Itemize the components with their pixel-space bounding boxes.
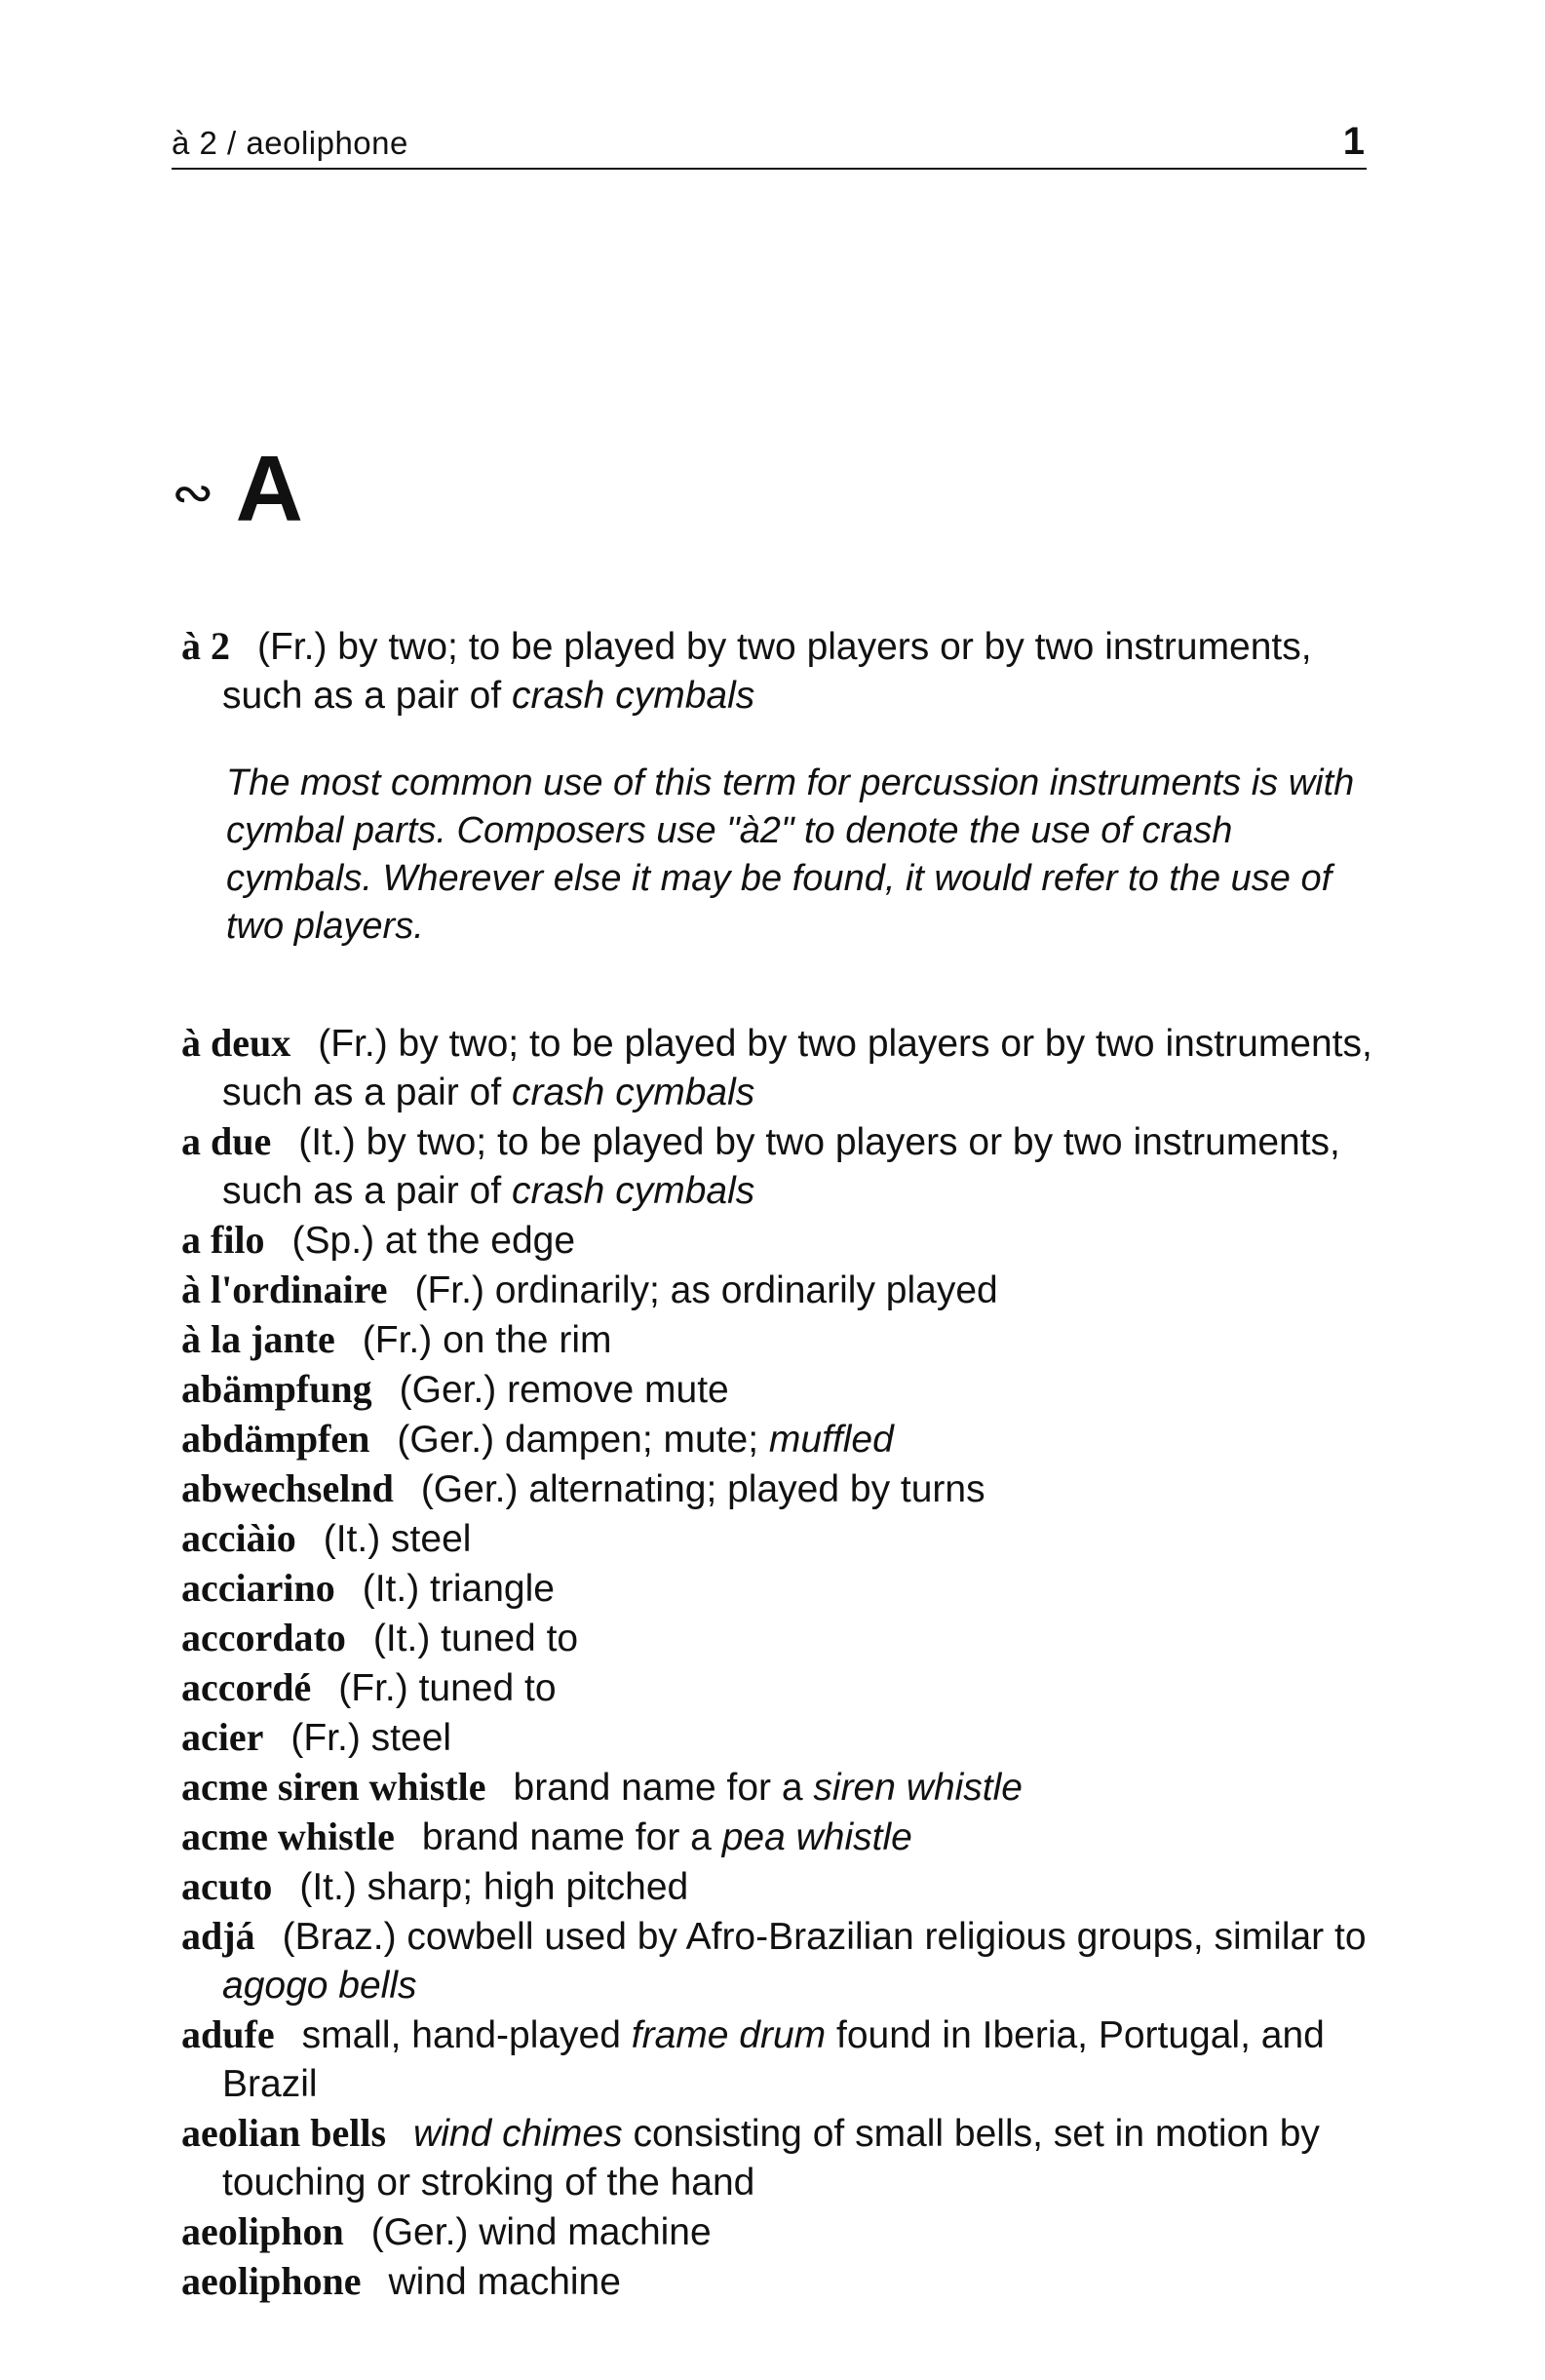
page-header xyxy=(172,119,1367,170)
definition-text: (Fr.) tuned to xyxy=(338,1667,557,1709)
entry-definition xyxy=(324,1518,472,1560)
definition-text: (Sp.) at the edge xyxy=(291,1220,576,1262)
usage-note: The most common use of this term for percussion instruments is with cymbal parts. Composers use "à2" to denote the use of crash cymbals. Wherever else it may be found, it would refer to the use of two players. xyxy=(226,762,1355,947)
entry-definition xyxy=(388,2261,620,2303)
definition-text: found in Iberia, Portugal, and Brazil xyxy=(222,2014,1325,2105)
definition-text: (Fr.) steel xyxy=(290,1717,452,1759)
dictionary-entry xyxy=(181,2207,1380,2257)
entry-term: acciarino xyxy=(181,1566,335,1610)
definition-text: (It.) triangle xyxy=(362,1568,555,1610)
dictionary-entry xyxy=(181,1315,1380,1365)
entry-definition xyxy=(373,1618,578,1659)
entry-term: a due xyxy=(181,1119,272,1163)
dictionary-entry xyxy=(181,1019,1380,1117)
entry-definition xyxy=(400,1369,729,1411)
definition-text: consisting of small bells, set in motion by touching or stroking of the hand xyxy=(222,2113,1320,2204)
definition-text: wind machine xyxy=(388,2261,621,2303)
definition-text: (Ger.) dampen; mute; xyxy=(397,1419,769,1461)
entry-definition xyxy=(292,1220,576,1262)
definition-text: small, hand-played xyxy=(301,2014,632,2056)
dictionary-entry xyxy=(181,1862,1380,1912)
cross-reference: crash cymbals xyxy=(512,1170,755,1212)
dictionary-entry xyxy=(181,1117,1380,1216)
entry-definition xyxy=(299,1866,688,1908)
entry-term: acme whistle xyxy=(181,1814,395,1858)
entry-definition xyxy=(222,1121,1340,1212)
entry-term: à l'ordinaire xyxy=(181,1268,388,1311)
entry-term: à la jante xyxy=(181,1317,335,1361)
dictionary-entry xyxy=(181,1564,1380,1614)
entry-term: accordé xyxy=(181,1665,312,1709)
dictionary-entry xyxy=(181,1763,1380,1813)
entry-term: à deux xyxy=(181,1021,291,1065)
section-heading xyxy=(172,429,303,541)
entry-definition xyxy=(514,1767,1023,1809)
entry-definition xyxy=(371,2211,712,2253)
cross-reference: siren whistle xyxy=(813,1767,1023,1809)
definition-text: (Fr.) ordinarily; as ordinarily played xyxy=(414,1269,998,1311)
entry-term: acciàio xyxy=(181,1516,296,1560)
dictionary-entry xyxy=(181,2010,1380,2109)
definition-text: (Ger.) remove mute xyxy=(399,1369,729,1411)
entry-term: abwechselnd xyxy=(181,1466,394,1510)
entry-term: adufe xyxy=(181,2012,275,2056)
running-head: à 2 / aeoliphone xyxy=(172,125,408,161)
entry-definition xyxy=(421,1468,985,1510)
definition-text: (It.) by two; to be played by two players or by two instruments, such as a pair of xyxy=(222,1121,1340,1212)
definition-text: (Fr.) by two; to be played by two players or by two instruments, such as a pair of xyxy=(222,626,1312,717)
cross-reference: crash cymbals xyxy=(512,675,755,717)
entry-definition xyxy=(422,1816,912,1858)
entry-term: aeoliphon xyxy=(181,2209,344,2253)
entry-term: aeoliphone xyxy=(181,2259,362,2303)
entry-term: adjá xyxy=(181,1914,255,1958)
cross-reference: wind chimes xyxy=(413,2113,623,2155)
definition-text: brand name for a xyxy=(421,1816,722,1858)
page-number: 1 xyxy=(1342,120,1365,163)
entry-term: acme siren whistle xyxy=(181,1765,486,1809)
entry-definition xyxy=(222,626,1312,717)
dictionary-entry xyxy=(181,1365,1380,1415)
definition-text: (Ger.) alternating; played by turns xyxy=(420,1468,985,1510)
entry-term: accordato xyxy=(181,1616,346,1659)
entry-term: abdämpfen xyxy=(181,1417,370,1461)
entry-definition xyxy=(290,1717,451,1759)
entry-definition xyxy=(363,1568,555,1610)
dictionary-entry xyxy=(181,1912,1380,2010)
entry-term: abämpfung xyxy=(181,1367,372,1411)
definition-text: (It.) steel xyxy=(323,1518,472,1560)
entry-definition xyxy=(397,1419,893,1461)
entry-definition xyxy=(363,1319,612,1361)
dictionary-entries xyxy=(181,622,1380,2307)
cross-reference: pea whistle xyxy=(721,1816,912,1858)
entry-definition xyxy=(338,1667,556,1709)
definition-text: (Fr.) on the rim xyxy=(362,1319,612,1361)
dictionary-entry xyxy=(181,1415,1380,1464)
definition-text: (Ger.) wind machine xyxy=(370,2211,712,2253)
dictionary-entry xyxy=(181,2257,1380,2307)
definition-text: (It.) tuned to xyxy=(372,1618,579,1659)
dictionary-entry xyxy=(181,1514,1380,1564)
ornament-icon: ∾ xyxy=(172,464,214,523)
cross-reference: agogo bells xyxy=(222,1965,417,2007)
entry-term: acier xyxy=(181,1715,264,1759)
dictionary-entry xyxy=(181,2109,1380,2207)
dictionary-entry xyxy=(181,1464,1380,1514)
dictionary-entry xyxy=(181,1713,1380,1763)
cross-reference: crash cymbals xyxy=(512,1072,755,1113)
dictionary-entry xyxy=(181,1813,1380,1862)
cross-reference: muffled xyxy=(768,1419,894,1461)
definition-text: (It.) sharp; high pitched xyxy=(299,1866,689,1908)
entry-definition xyxy=(222,1916,1367,2007)
dictionary-entry xyxy=(181,1663,1380,1713)
entry-definition xyxy=(222,2014,1325,2105)
section-letter: A xyxy=(235,437,303,541)
definition-text: (Braz.) cowbell used by Afro-Brazilian religious groups, similar to xyxy=(282,1916,1367,1958)
dictionary-entry xyxy=(181,1266,1380,1315)
definition-text: brand name for a xyxy=(513,1767,814,1809)
entry-term: à 2 xyxy=(181,624,230,668)
dictionary-entry xyxy=(181,1216,1380,1266)
entry-definition xyxy=(414,1269,997,1311)
entry-term: aeolian bells xyxy=(181,2111,387,2155)
dictionary-entry xyxy=(181,622,1380,721)
entry-term: acuto xyxy=(181,1864,273,1908)
definition-text: (Fr.) by two; to be played by two players or by two instruments, such as a pair of xyxy=(222,1023,1372,1113)
entry-definition xyxy=(222,2113,1320,2204)
entry-definition xyxy=(222,1023,1372,1113)
entry-term: a filo xyxy=(181,1218,265,1262)
cross-reference: frame drum xyxy=(631,2014,827,2056)
dictionary-entry xyxy=(181,1614,1380,1663)
